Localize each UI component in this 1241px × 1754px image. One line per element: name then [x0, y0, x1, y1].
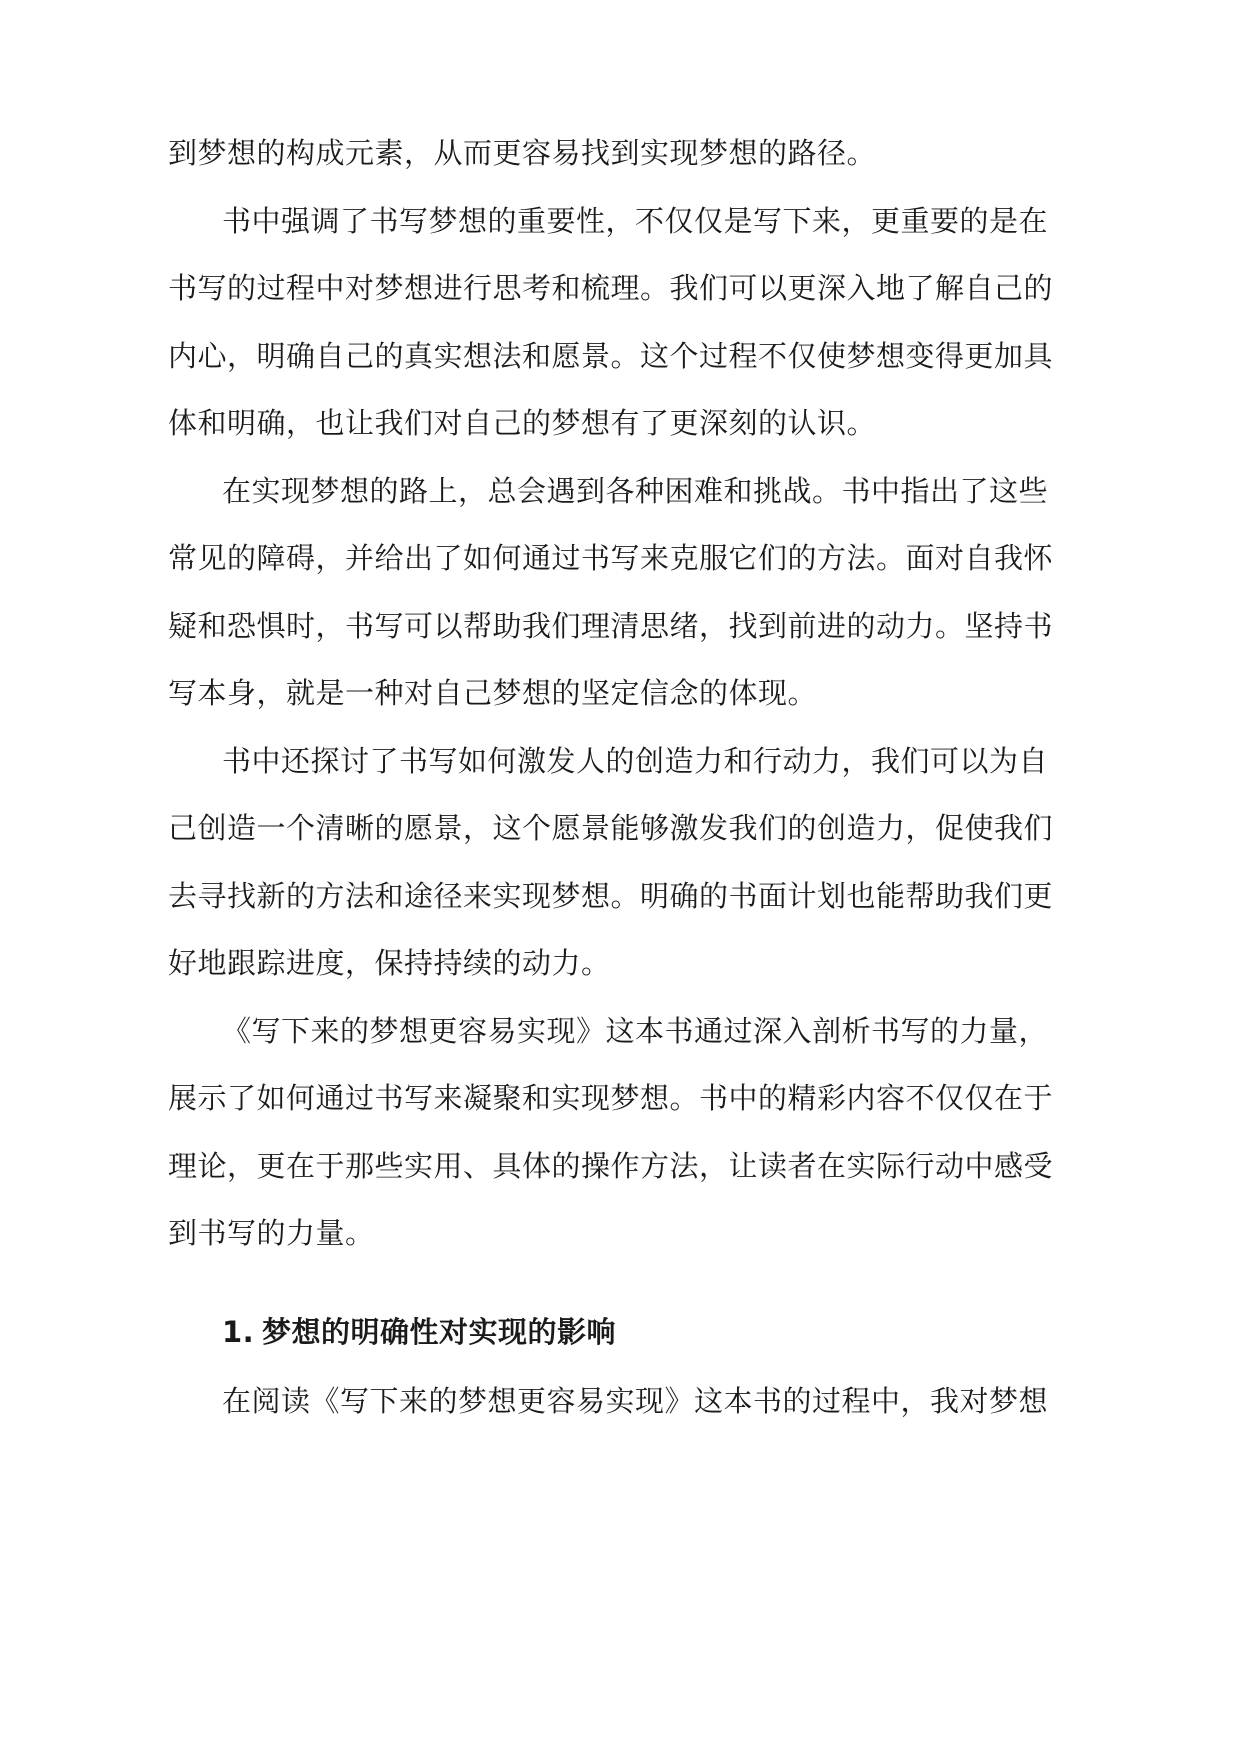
paragraph-line — [0, 588, 1241, 664]
paragraph-line — [0, 1128, 1241, 1204]
text-line: 《写下来的梦想更容易实现》这本书通过深入剖析书写的力量， — [222, 1014, 1049, 1048]
text-line: 疑和恐惧时，书写可以帮助我们理清思绪，找到前进的动力。坚持书 — [168, 609, 1054, 643]
text-line: 己创造一个清晰的愿景，这个愿景能够激发我们的创造力，促使我们 — [168, 811, 1054, 845]
paragraph-line — [0, 993, 1241, 1069]
text-line: 书写的过程中对梦想进行思考和梳理。我们可以更深入地了解自己的 — [168, 271, 1054, 305]
heading-title: 梦想的明确性对实现的影响 — [262, 1315, 617, 1349]
paragraph-line — [0, 115, 1241, 191]
text-line: 写本身，就是一种对自己梦想的坚定信念的体现。 — [168, 676, 818, 710]
paragraph-line — [0, 790, 1241, 866]
paragraph-line — [0, 385, 1241, 461]
text-line: 到书写的力量。 — [168, 1216, 375, 1250]
text-line: 理论，更在于那些实用、具体的操作方法，让读者在实际行动中感受 — [168, 1149, 1054, 1183]
text-line: 好地跟踪进度，保持持续的动力。 — [168, 946, 611, 980]
text-line: 书中强调了书写梦想的重要性，不仅仅是写下来，更重要的是在 — [222, 204, 1049, 238]
text-line: 展示了如何通过书写来凝聚和实现梦想。书中的精彩内容不仅仅在于 — [168, 1081, 1054, 1115]
paragraph-line — [0, 1195, 1241, 1271]
text-line: 去寻找新的方法和途径来实现梦想。明确的书面计划也能帮助我们更 — [168, 879, 1054, 913]
paragraph-line — [0, 453, 1241, 529]
text-line: 在阅读《写下来的梦想更容易实现》这本书的过程中，我对梦想 — [222, 1384, 1049, 1418]
paragraph-line — [0, 318, 1241, 394]
paragraph-line — [0, 250, 1241, 326]
section-heading — [0, 1294, 1241, 1370]
paragraph-line — [0, 858, 1241, 934]
paragraph-line — [0, 655, 1241, 731]
paragraph-line — [0, 925, 1241, 1001]
text-line: 在实现梦想的路上，总会遇到各种困难和挑战。书中指出了这些 — [222, 474, 1049, 508]
text-line: 体和明确，也让我们对自己的梦想有了更深刻的认识。 — [168, 406, 877, 440]
heading-number: 1. — [222, 1315, 255, 1349]
text-line: 书中还探讨了书写如何激发人的创造力和行动力，我们可以为自 — [222, 744, 1049, 778]
text-line: 常见的障碍，并给出了如何通过书写来克服它们的方法。面对自我怀 — [168, 541, 1054, 575]
paragraph-line — [0, 520, 1241, 596]
paragraph-line — [0, 1363, 1241, 1439]
text-line: 内心，明确自己的真实想法和愿景。这个过程不仅使梦想变得更加具 — [168, 339, 1054, 373]
paragraph-line — [0, 1060, 1241, 1136]
paragraph-line — [0, 183, 1241, 259]
text-line: 到梦想的构成元素，从而更容易找到实现梦想的路径。 — [168, 136, 877, 170]
paragraph-line — [0, 723, 1241, 799]
